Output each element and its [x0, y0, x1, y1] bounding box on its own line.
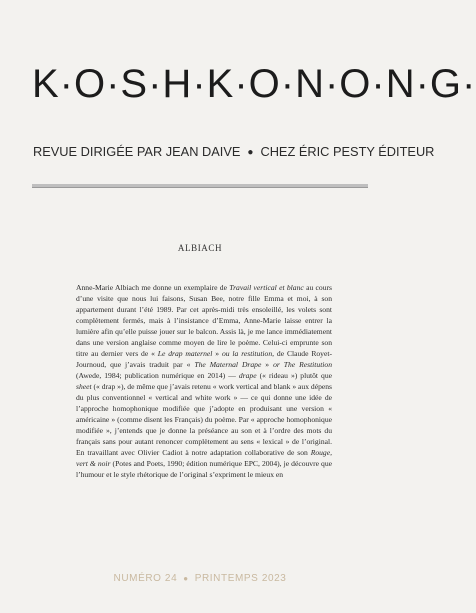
editor-credit: REVUE DIRIGÉE PAR JEAN DAIVE — [33, 144, 241, 159]
body-paragraph: Anne-Marie Albiach me donne un exemplaire de Travail vertical et blanc au cours d’une visite que nous lui faisons, Susan Bee, notre fille Emma et moi, à son appartement durant l’été 1989. Par cet après-midi très ensoleillé, les volets sont complètement fermés, mais à l’insistance d’Emma, Anne-Marie laisse entrer la lumière afin qu’elle puisse jouer sur le balcon. Assis là, je me lance immédiatement dans une version anglaise comme moyen de lire le poème. Celui-ci emprunte son titre au dernier vers de « Le drap maternel » ou la restitution, de Claude Royet-Journoud, que j’avais traduit par « The Maternal Drape » or The Restitution (Awede, 1984; publication numérique en 2014) — drape (« rideau ») plutôt que sheet (« drap »), de même que j’avais retenu « work vertical and blank » aux dépens du plus conventionnel « vertical and white work » — ce qui donne une idée de l’approche homophonique modifiée que j’adopte en produisant une version « américaine » (comme disent les Français) du poème. Par « approche homophonique modifiée », j’entends que je donne la préséance au son et à l’ordre des mots du français sans pour autant renoncer complètement au sens « lexical » de l’original. En travaillant avec Olivier Cadiot à notre adaptation collaborative de son Rouge, vert & noir (Potes and Poets, 1990; édition numérique EPC, 2004), je découvre que l’humour et le style rhétorique de l’original s’expriment le mieux en — [76, 283, 333, 479]
section-title: ALBIACH — [177, 243, 223, 253]
issue-number: NUMÉRO 24 — [113, 573, 178, 584]
footer-separator-dot: ● — [183, 574, 189, 583]
issue-footer — [0, 573, 400, 584]
masthead-subtitle — [33, 144, 435, 159]
separator-dot: ● — [247, 147, 254, 158]
issue-season: PRINTEMPS 2023 — [194, 573, 287, 584]
journal-title: K·O·S·H·K·O·N·O·N·G· — [32, 62, 476, 106]
publisher-credit: CHEZ ÉRIC PESTY ÉDITEUR — [260, 144, 435, 159]
header-divider — [32, 184, 368, 188]
